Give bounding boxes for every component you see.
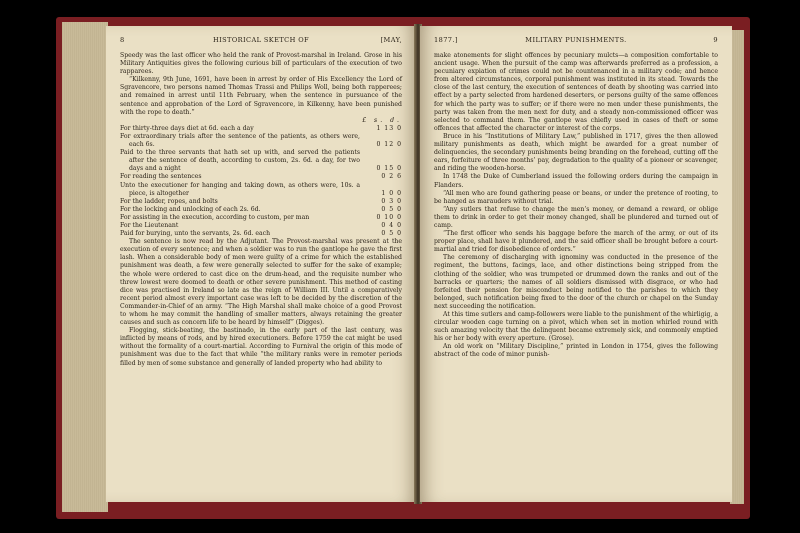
account-amount: 0 2 6 (381, 173, 402, 181)
left-page (106, 26, 416, 502)
account-amount: 0 15 0 (376, 165, 402, 173)
left-page-body (120, 52, 402, 368)
account-row: Unto the executioner for hanging and taking down, as others were, 10s. a piece, is altogether 1 0 0 (120, 181, 402, 197)
account-amount: 0 4 0 (381, 221, 402, 229)
paragraph: Flogging, stick-beating, the bastinado, in the early part of the last century, was inflicted by means of rods, and by hired executioners. Before 1759 the cat might be used without the formality of a court-martial. According to Furnival the origin of this mode of punishment was due to the fact that while “the military ranks were in remoter periods filled by men of some substance and generally of landed property who had ability to (120, 327, 402, 367)
account-row: For the Lieutenant 0 4 0 (120, 221, 402, 229)
account-amount: 0 5 0 (381, 205, 402, 213)
account-row: For the ladder, ropes, and bolts 0 3 0 (120, 197, 402, 205)
right-page-header (434, 36, 718, 50)
account-row: For reading the sentences 0 2 6 (120, 173, 402, 181)
paragraph-quote: “All men who are found gathering pease or beans, or under the pretence of rooting, to be hanged as marauders without trial. (434, 189, 718, 205)
account-amount: 0 12 0 (376, 141, 402, 149)
account-row: For the locking and unlocking of each 2s. 6d. 0 5 0 (120, 205, 402, 213)
page-edges-left (62, 22, 108, 512)
paragraph-quote: “The first officer who sends his baggage before the march of the army, or out of its proper place, shall have it plundered, and the said officer shall be brought before a court-martial and tried for disobedience of orders.” (434, 230, 718, 254)
page-edges-right (730, 30, 744, 504)
account-row: For assisting in the execution, according to custom, per man 0 10 0 (120, 213, 402, 221)
paragraph: Speedy was the last officer who held the rank of Provost-marshal in Ireland. Grose in his Military Antiquities gives the following curious bill of particulars of the execution of two rapparees. (120, 52, 402, 76)
account-row: Paid to the three servants that hath set up with, and served the patients after the sentence of death, according to custom, 2s. 6d. a day, for two days and a night 0 15 0 (120, 149, 402, 173)
lsd-header: £ s. d. (362, 116, 402, 124)
page-number: 8 (120, 36, 125, 44)
running-title: MILITARY PUNISHMENTS. (525, 36, 627, 44)
paragraph: make atonements for slight offences by pecuniary mulcts—a composition comfortable to ancient usage. When the pursuit of the camp was afterwards preferred as a profession, a pecuniary expiation of crimes could not be countenanced in a military code; and hence from altered circumstances, corporal punishment was instituted in its stead. Towards the close of the last century, the execution of sentences of death by shooting was carried into effect by a party selected from hardened deserters, or persons guilty of the same offences for which the party was to suffer; or if there were no men under these punishments, the party was taken from the men next for duty, and a steady non-commissioned officer was selected to command them. The gantlope was chiefly used in cases of theft or some offences that affected the character or interest of the corps. (434, 52, 718, 132)
right-page (420, 26, 732, 502)
running-year: [MAY, (380, 36, 402, 44)
paragraph: At this time sutlers and camp-followers were liable to the punishment of the whirligig, a circular wooden cage turning on a pivot, which when set in motion whirled round with such amazing velocity that the delinquent became extremely sick, and commonly emptied his or her body with every aperture. (Grose). (434, 311, 718, 343)
account-amount: 0 10 0 (376, 213, 402, 221)
paragraph: An old work on “Military Discipline,” printed in London in 1754, gives the following abstract of the code of minor punish- (434, 343, 718, 359)
account-row: Paid for burying, unto the servants, 2s. 6d. each 0 5 0 (120, 230, 402, 238)
paragraph: The ceremony of discharging with ignominy was conducted in the presence of the regiment, the buttons, facings, lace, and other distinctions being stripped from the clothing of the soldier, who was trumpeted or drummed down the ranks and out of the barracks or quarters; the names of all soldiers dismissed with disgrace, or who had forfeited their pension for misconduct being notified to the parishes to which they belonged, such notification being fixed to the door of the church or chapel on the Sunday next succeeding the notification. (434, 254, 718, 310)
account-amount: 0 3 0 (381, 197, 402, 205)
account-amount: 1 13 0 (376, 124, 402, 132)
paragraph-quote: “Any sutlers that refuse to change the men’s money, or demand a reward, or oblige them to drink in order to get their money changed, shall be plundered and turned out of camp. (434, 205, 718, 229)
account-row: For thirty-three days diet at 6d. each a day 1 13 0 (120, 124, 402, 132)
paragraph-quote: “Kilkenny, 9th June, 1691, have been in arrest by order of His Excellency the Lord of Sgravencore, two persons named Thomas Trassi and Philips Woll, being both rapperees; and remained in arrest until 11th February, when the sentence in pursuance of the sentence and approbation of the Lord of Sgravencore, in Kilkenny, have been punished with the rope to death.” (120, 76, 402, 116)
account-amount: 1 0 0 (381, 189, 402, 197)
account-list (120, 117, 402, 238)
paragraph: In 1748 the Duke of Cumberland issued the following orders during the campaign in Flanders. (434, 173, 718, 189)
paragraph: The sentence is now read by the Adjutant. The Provost-marshal was present at the execution of every sentence; and when a soldier was to run the gantlope he gave the first lash. When a considerable body of men were guilty of a crime for which the established punishment was death, a few were generally selected to suffer for the sake of example; the whole were ordered to cast dice on the drum-head, and the requisite number who threw lowest were doomed to death or other severe punishment. This method of casting dice was practised in Ireland so late as the reign of William III. Until a comparatively recent period almost every important case was left to be decided by the discretion of the Commander-in-Chief of an army. “The High Marshal shall make choice of a good Provost to whom he may commit the handling of smaller matters, always retaining the greater causes and such as concern life to be heard by himself” (Digges). (120, 238, 402, 327)
running-title: HISTORICAL SKETCH OF (212, 36, 310, 44)
account-row: For extraordinary trials after the sentence of the patients, as others were, each 6s. 0 12 0 (120, 132, 402, 149)
right-page-body (434, 52, 718, 360)
account-amount: 0 5 0 (381, 230, 402, 238)
paragraph: Bruce in his “Institutions of Military Law,” published in 1717, gives the then allowed military punishments as death, which might be awarded for a great number of delinquencies, the secondary punishments being branding on the forehead, cutting off the ears, forfeiture of three months’ pay, degradation to the quality of a pioneer or scavenger, and riding the wooden-horse. (434, 132, 718, 173)
page-number: 9 (713, 36, 718, 44)
running-year: 1877.] (434, 36, 458, 44)
left-page-header (120, 36, 402, 50)
